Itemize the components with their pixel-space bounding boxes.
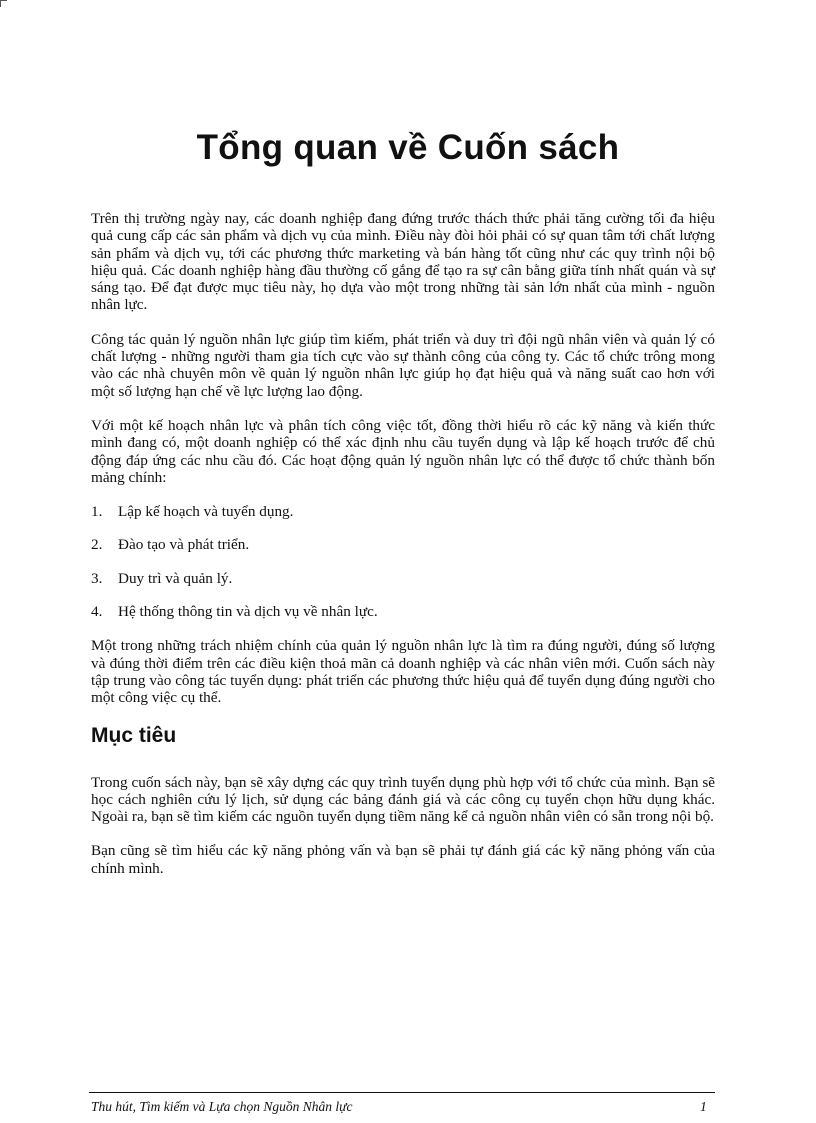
list-item-text: Duy trì và quản lý. [118, 569, 233, 587]
list-item [91, 570, 715, 587]
paragraph: Trên thị trường ngày nay, các doanh nghiệp đang đứng trước thách thức phải tăng cường tối đa hiệu quả cung cấp các sản phẩm và dịch vụ của mình. Điều này đòi hỏi phải có sự quan tâm tới chất lượng sản phẩm và dịch vụ, tới các phương thức marketing và bán hàng tốt cũng như các quy trình nội bộ hiệu quả. Các doanh nghiệp hàng đầu thường cố gắng để tạo ra sự cân bằng giữa tính nhất quán và sự sáng tạo. Để đạt được mục tiêu này, họ dựa vào một trong những tài sản lớn nhất của mình - nguồn nhân lực. [91, 210, 715, 314]
list-item-number: 4. [91, 603, 103, 621]
page-title: Tổng quan về Cuốn sách [196, 128, 620, 167]
paragraph: Bạn cũng sẽ tìm hiểu các kỹ năng phỏng vấn và bạn sẽ phải tự đánh giá các kỹ năng phỏng vấn của chính mình. [91, 842, 715, 877]
paragraph: Trong cuốn sách này, bạn sẽ xây dựng các quy trình tuyển dụng phù hợp với tổ chức của mình. Bạn sẽ học cách nghiên cứu lý lịch, sử dụng các bảng đánh giá và các công cụ tuyển chọn hữu dụng khác. Ngoài ra, bạn sẽ tìm kiếm các nguồn tuyển dụng tiềm năng kể cả nguồn nhân viên có sẵn trong nội bộ. [91, 773, 715, 826]
document-body [91, 210, 715, 894]
section-title: Mục tiêu [91, 723, 177, 747]
activity-list [91, 503, 715, 620]
list-item-number: 2. [91, 536, 103, 554]
footer-divider [89, 1092, 715, 1093]
footer-book-title: Thu hút, Tìm kiếm và Lựa chọn Nguồn Nhân lực [91, 1099, 353, 1114]
footer-page-number: 1 [700, 1099, 707, 1114]
list-item-text: Đào tạo và phát triển. [118, 536, 250, 554]
list-item [91, 536, 715, 553]
list-item-number: 1. [91, 503, 103, 521]
list-item [91, 503, 715, 520]
list-item-text: Lập kế hoạch và tuyển dụng. [118, 503, 294, 521]
paragraph: Một trong những trách nhiệm chính của quản lý nguồn nhân lực là tìm ra đúng người, đúng số lượng và đúng thời điểm trên các điều kiện thoả mãn cả doanh nghiệp và các nhân viên mới. Cuốn sách này tập trung vào công tác tuyển dụng: phát triển các phương thức hiệu quả để tuyển dụng đúng người cho một công việc cụ thể. [91, 637, 715, 707]
scan-corner-mark [0, 0, 7, 7]
list-item [91, 603, 715, 620]
paragraph: Với một kế hoạch nhân lực và phân tích công việc tốt, đồng thời hiểu rõ các kỹ năng và kiến thức mình đang có, một doanh nghiệp có thể xác định nhu cầu tuyển dụng và lập kế hoạch trước để chủ động đáp ứng các nhu cầu đó. Các hoạt động quản lý nguồn nhân lực có thể được tổ chức thành bốn mảng chính: [91, 416, 715, 486]
list-item-text: Hệ thống thông tin và dịch vụ về nhân lực. [118, 603, 378, 621]
list-item-number: 3. [91, 569, 103, 587]
paragraph: Công tác quản lý nguồn nhân lực giúp tìm kiếm, phát triển và duy trì đội ngũ nhân viên và quản lý có chất lượng - những người tham gia tích cực vào sự thành công của công ty. Các tổ chức trông mong vào các nhà chuyên môn về quản lý nguồn nhân lực giúp họ đạt hiệu quả và năng suất cao hơn với một số lượng hạn chế về lực lượng lao động. [91, 330, 715, 400]
